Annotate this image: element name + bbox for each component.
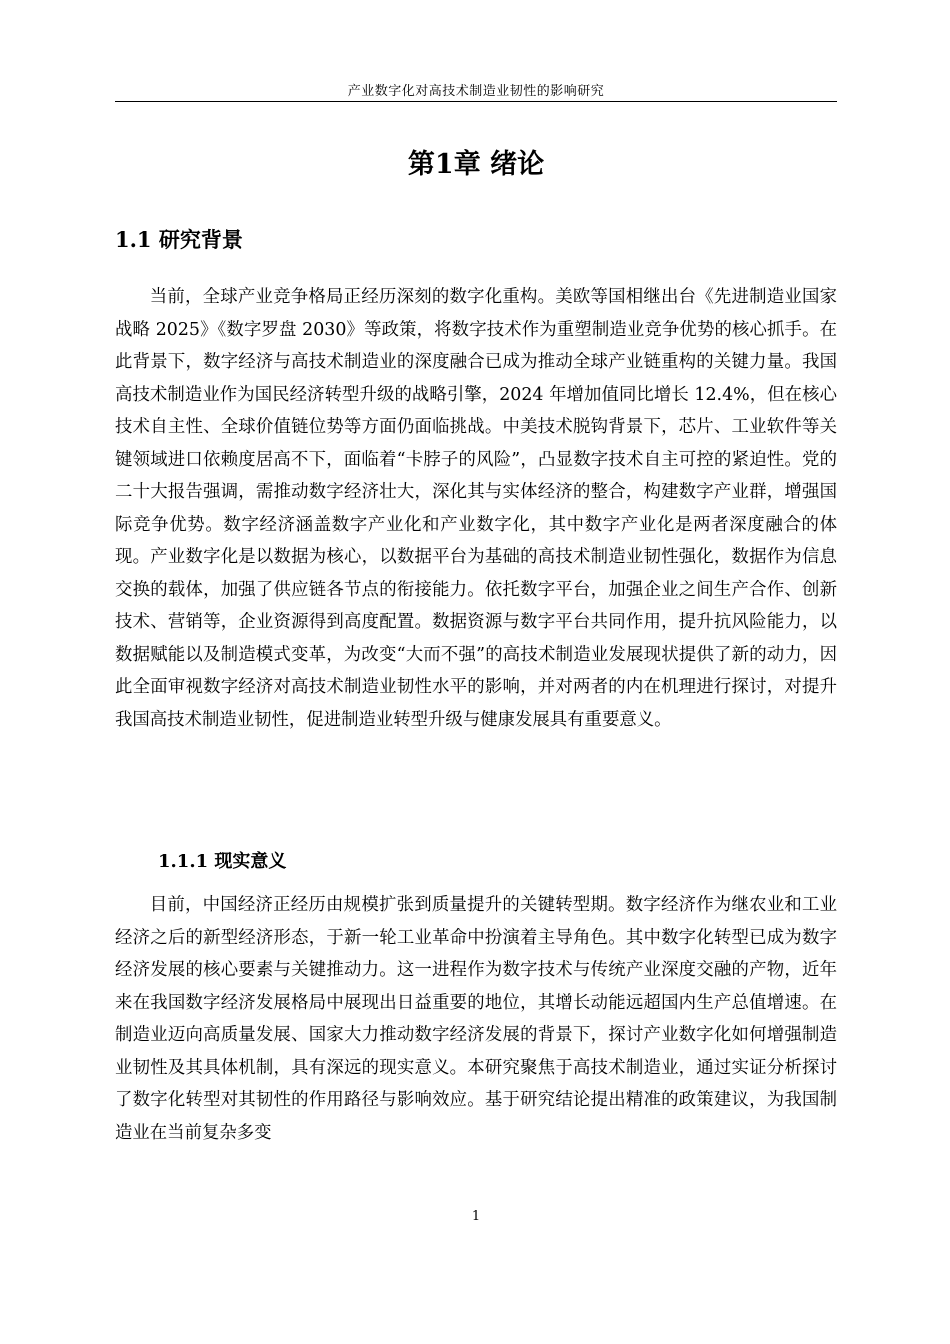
header-rule [115,101,837,102]
subsection-paragraph: 目前，中国经济正经历由规模扩张到质量提升的关键转型期。数字经济作为继农业和工业经济之后的新型经济形态，于新一轮工业革命中扮演着主导角色。其中数字化转型已成为数字经济发展的核心要素与关键推动力。这一进程作为数字技术与传统产业深度交融的产物，近年来在我国数字经济发展格局中展现出日益重要的地位，其增长动能远超国内生产总值增速。在制造业迈向高质量发展、国家大力推动数字经济发展的背景下，探讨产业数字化如何增强制造业韧性及其具体机制，具有深远的现实意义。本研究聚焦于高技术制造业，通过实证分析探讨了数字化转型对其韧性的作用路径与影响效应。基于研究结论提出精准的政策建议，为我国制造业在当前复杂多变 [115,895,837,1143]
running-header: 产业数字化对高技术制造业韧性的影响研究 [347,84,605,99]
section-heading: 1.1 研究背景 [115,227,243,252]
section-paragraph: 当前，全球产业竞争格局正经历深刻的数字化重构。美欧等国相继出台《先进制造业国家战略 2025》《数字罗盘 2030》等政策，将数字技术作为重塑制造业竞争优势的核心抓手。在此背景下，数字经济与高技术制造业的深度融合已成为推动全球产业链重构的关键力量。我国高技术制造业作为国民经济转型升级的战略引擎，2024 年增加值同比增长 12.4%，但在核心技术自主性、全球价值链位势等方面仍面临挑战。中美技术脱钩背景下，芯片、工业软件等关键领域进口依赖度居高不下，面临着“卡脖子的风险”，凸显数字技术自主可控的紧迫性。党的二十大报告强调，需推动数字经济壮大，深化其与实体经济的整合，构建数字产业群，增强国际竞争优势。数字经济涵盖数字产业化和产业数字化，其中数字产业化是两者深度融合的体现。产业数字化是以数据为核心，以数据平台为基础的高技术制造业韧性强化，数据作为信息交换的载体，加强了供应链各节点的衔接能力。依托数字平台，加强企业之间生产合作、创新技术、营销等，企业资源得到高度配置。数据资源与数字平台共同作用，提升抗风险能力，以数据赋能以及制造模式变革，为改变“大而不强”的高技术制造业发展现状提供了新的动力，因此全面审视数字经济对高技术制造业韧性水平的影响，并对两者的内在机理进行探讨，对提升我国高技术制造业韧性，促进制造业转型升级与健康发展具有重要意义。 [115,287,837,730]
subsection-heading: 1.1.1 现实意义 [158,851,287,872]
chapter-title: 第1章 绪论 [407,149,545,180]
page-number: 1 [471,1209,481,1224]
